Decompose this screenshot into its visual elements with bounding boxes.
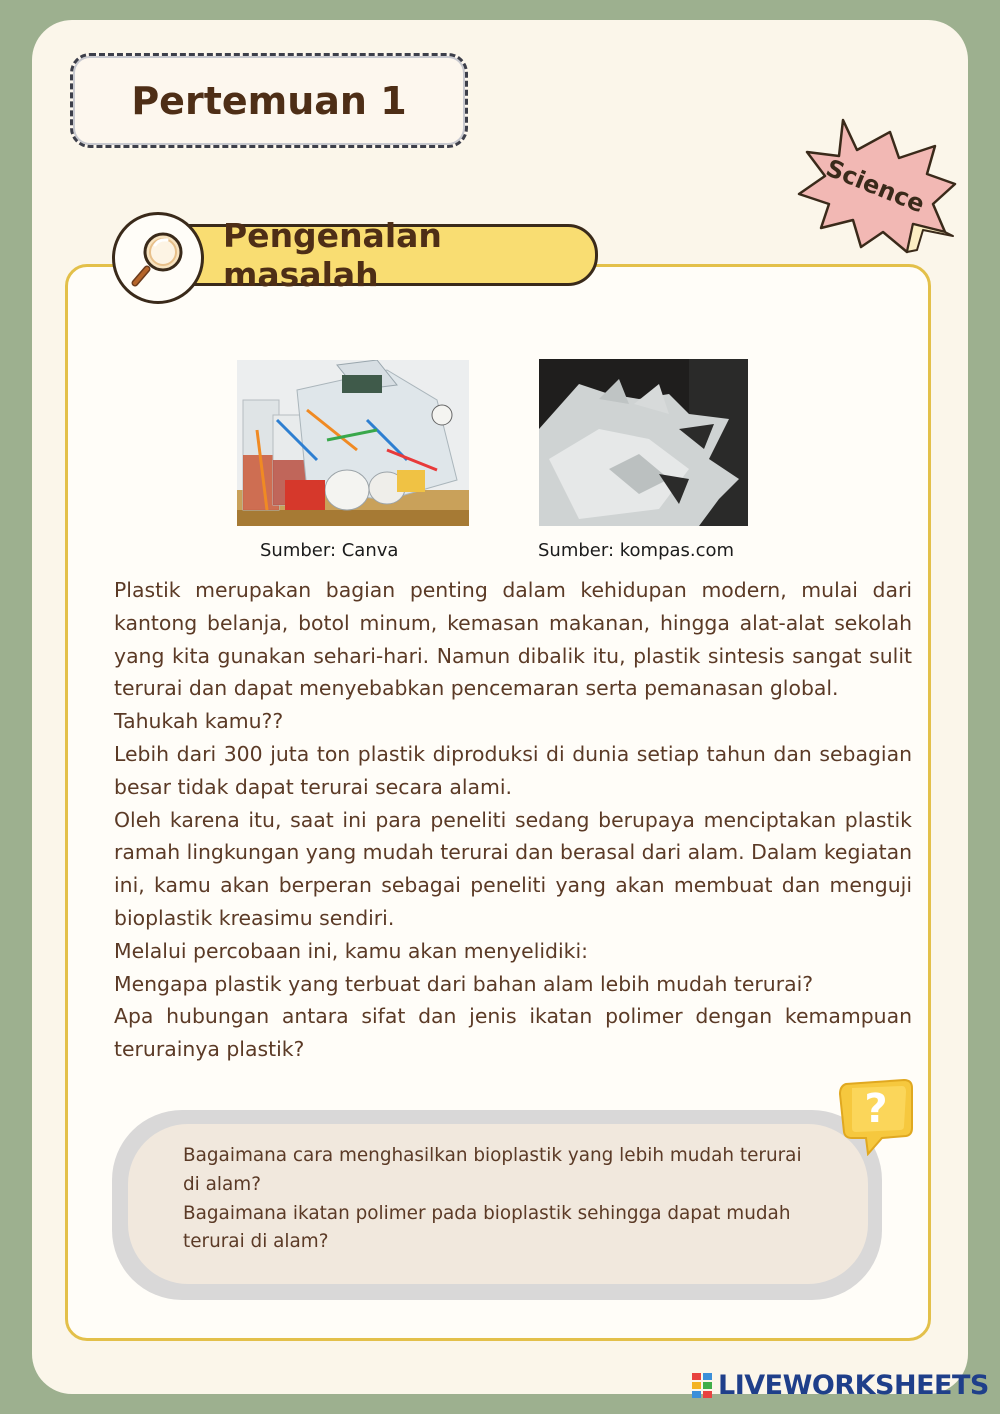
paragraph: Lebih dari 300 juta ton plastik diproduksi di dunia setiap tahun dan sebagian besar tidak dapat terurai secara alami. — [114, 741, 912, 799]
paragraph: Tahukah kamu?? — [114, 709, 284, 734]
section-title: Pengenalan masalah — [223, 216, 442, 294]
paragraph: Apa hubungan antara sifat dan jenis ikatan polimer dengan kemampuan terurainya plastik? — [114, 1004, 912, 1062]
intro-text — [114, 574, 912, 1066]
science-badge — [795, 112, 960, 257]
figure-caption: Sumber: kompas.com — [538, 540, 735, 561]
paragraph: Mengapa plastik yang terbuat dari bahan alam lebih mudah terurai? — [114, 971, 814, 996]
liveworksheets-mark-icon — [692, 1373, 714, 1399]
science-badge-label: Science — [822, 153, 929, 219]
liveworksheets-logo — [692, 1370, 989, 1401]
magnifying-glass-icon — [127, 227, 189, 289]
meeting-title-box — [70, 53, 468, 148]
liveworksheets-wordmark: LIVEWORKSHEETS — [718, 1370, 989, 1401]
research-question: Bagaimana ikatan polimer pada bioplastik sehingga dapat mudah terurai di alam? — [183, 1202, 791, 1253]
research-question: Bagaimana cara menghasilkan bioplastik yang lebih mudah terurai di alam? — [183, 1145, 802, 1195]
section-header — [170, 216, 598, 294]
paragraph: Melalui percobaan ini, kamu akan menyelidiki: — [114, 938, 588, 963]
degraded-plastic-photo — [539, 359, 748, 526]
section-icon-badge — [112, 212, 204, 304]
question-bubble-icon — [832, 1074, 920, 1156]
meeting-title: Pertemuan 1 — [131, 78, 407, 123]
plastic-waste-photo — [237, 360, 469, 526]
figure-caption: Sumber: Canva — [260, 540, 399, 561]
paragraph: Oleh karena itu, saat ini para peneliti sedang berupaya menciptakan plastik ramah lingkungan yang mudah terurai dan berasal dari alam. Dalam kegiatan ini, kamu akan berperan sebagai peneliti yang akan membuat dan menguji bioplastik kreasimu sendiri. — [114, 807, 912, 930]
paragraph: Plastik merupakan bagian penting dalam kehidupan modern, mulai dari kantong belanja, botol minum, kemasan makanan, hingga alat-alat sekolah yang kita gunakan sehari-hari. Namun dibalik itu, plastik sintesis sangat sulit terurai dan dapat menyebabkan pencemaran serta pemanasan global. — [114, 578, 912, 701]
question-box — [128, 1124, 868, 1284]
science-badge-shadow — [907, 224, 953, 252]
svg-text:?: ? — [864, 1086, 888, 1132]
